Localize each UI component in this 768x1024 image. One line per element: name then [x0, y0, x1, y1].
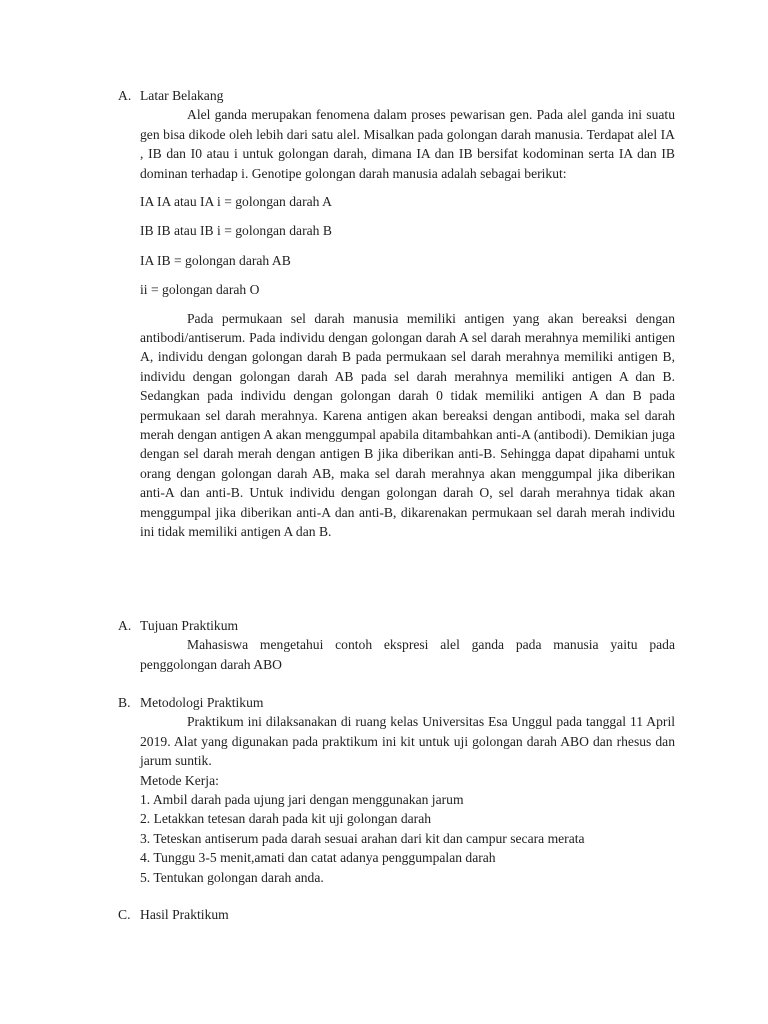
section-letter: B. [118, 695, 131, 710]
section-title: Hasil Praktikum [140, 907, 229, 922]
section-heading [118, 905, 675, 924]
methodology-paragraph: Praktikum ini dilaksanakan di ruang kelas Universitas Esa Unggul pada tanggal 11 April 2019. Alat yang digunakan pada praktikum ini kit untuk uji golongan darah ABO dan rhesus dan jarum suntik. [140, 714, 675, 769]
section-title: Metodologi Praktikum [140, 695, 264, 710]
intro-paragraph: Alel ganda merupakan fenomena dalam proses pewarisan gen. Pada alel ganda ini suatu gen bisa dikode oleh lebih dari satu alel. Misalkan pada golongan darah manusia. Terdapat alel IA , IB dan I0 atau i untuk golongan darah, dimana IA dan IB bersifat kodominan serta IA dan IB dominan terhadap i. Genotipe golongan darah manusia adalah sebagai berikut: [140, 107, 675, 181]
method-label: Metode Kerja: [140, 772, 219, 788]
section-letter: A. [118, 618, 132, 633]
objective-paragraph: Mahasiswa mengetahui contoh ekspresi alel ganda pada manusia yaitu pada penggolongan darah ABO [140, 637, 675, 672]
method-step: 4. Tunggu 3-5 menit,amati dan catat adanya penggumpalan darah [140, 850, 496, 866]
method-step: 3. Teteskan antiserum pada darah sesuai arahan dari kit dan campur secara merata [140, 830, 585, 846]
section-title: Tujuan Praktikum [140, 618, 239, 633]
section-heading [118, 693, 675, 712]
genotype-line: IB IB atau IB i = golongan darah B [140, 223, 332, 239]
section-metodologi-praktikum [118, 693, 675, 887]
section-title: Latar Belakang [140, 88, 224, 103]
section-heading [118, 86, 675, 105]
section-tujuan-praktikum [118, 616, 675, 674]
section-latar-belakang [118, 86, 675, 541]
method-step: 5. Tentukan golongan darah anda. [140, 869, 324, 885]
method-step: 2. Letakkan tetesan darah pada kit uji golongan darah [140, 811, 432, 827]
genotype-line: IA IB = golongan darah AB [140, 252, 291, 268]
section-hasil-praktikum [118, 905, 675, 924]
section-letter: C. [118, 907, 131, 922]
genotype-line: IA IA atau IA i = golongan darah A [140, 194, 332, 210]
method-step: 1. Ambil darah pada ujung jari dengan menggunakan jarum [140, 792, 464, 808]
antigen-paragraph: Pada permukaan sel darah manusia memiliki antigen yang akan bereaksi dengan antibodi/antiserum. Pada individu dengan golongan darah A sel darah merahnya memiliki antigen A, individu dengan golongan darah B pada permukaan sel darah merahnya memiliki antigen B, individu dengan golongan darah AB pada sel darah merahnya memiliki antigen A dan B. Sedangkan pada individu dengan golongan darah 0 tidak memiliki antigen A dan B pada permukaan sel darah merahnya. Karena antigen akan bereaksi dengan antibodi, maka sel darah merah dengan antigen A akan menggumpal apabila ditambahkan anti-A (antibodi). Demikian juga dengan sel darah merah dengan antigen B jika diberikan anti-B. Sehingga dapat dipahami untuk orang dengan golongan darah AB, maka sel darah merahnya akan menggumpal jika diberikan anti-A dan anti-B. Untuk individu dengan golongan darah O, sel darah merahnya tidak akan menggumpal jika diberikan anti-A dan anti-B, dikarenakan permukaan sel darah merah individu ini tidak memiliki antigen A dan B. [140, 310, 675, 540]
section-letter: A. [118, 88, 132, 103]
section-heading [118, 616, 675, 635]
genotype-line: ii = golongan darah O [140, 282, 260, 298]
